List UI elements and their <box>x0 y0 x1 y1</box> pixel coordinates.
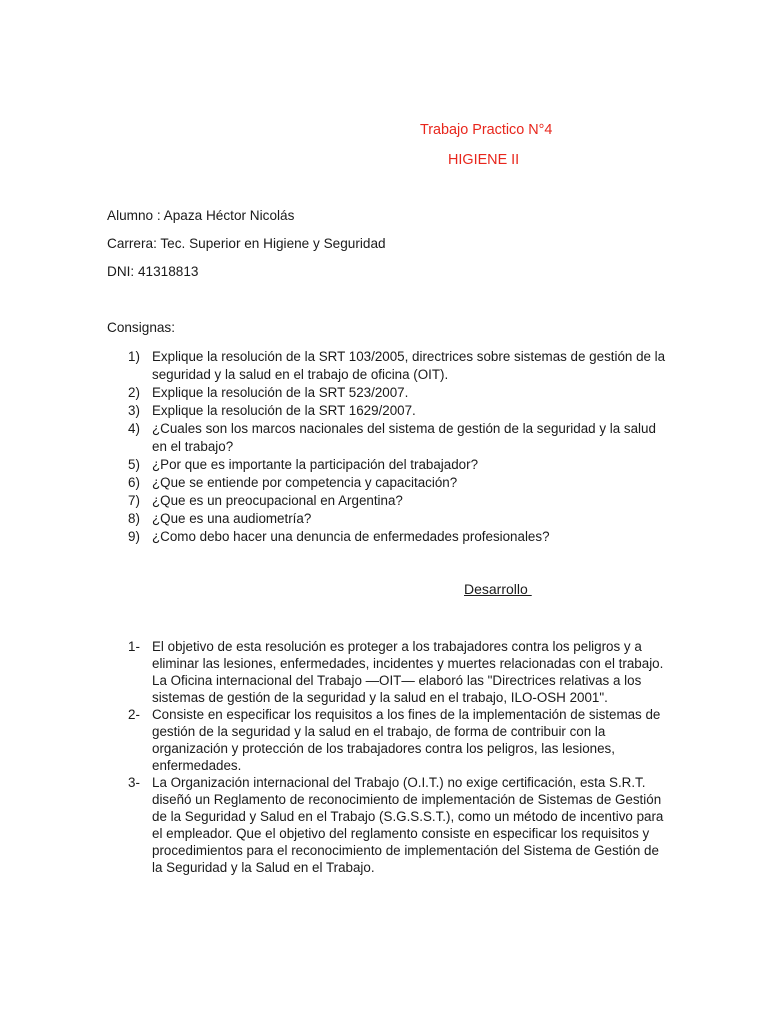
consignas-list <box>107 348 667 546</box>
desarrollo-heading: Desarrollo <box>464 581 532 597</box>
consigna-text: ¿Que es un preocupacional en Argentina? <box>152 493 403 508</box>
desarrollo-number: 2- <box>128 707 140 722</box>
consigna-number: 4) <box>128 421 140 436</box>
consigna-item <box>107 456 667 474</box>
consigna-number: 3) <box>128 403 140 418</box>
desarrollo-text: Consiste en especificar los requisitos a los fines de la implementación de sistemas de gestión de la seguridad y la salud en el trabajo, de forma de contribuir con la organización y protección de los trabajadores contra los peligros, las lesiones, enfermedades. <box>152 707 661 773</box>
consigna-text: Explique la resolución de la SRT 523/2007. <box>152 385 409 400</box>
consigna-number: 7) <box>128 493 140 508</box>
consigna-item <box>107 474 667 492</box>
consigna-item <box>107 492 667 510</box>
document-title: Trabajo Practico N°4 <box>420 122 553 138</box>
consigna-item <box>107 528 667 546</box>
consigna-text: ¿Cuales son los marcos nacionales del sistema de gestión de la seguridad y la salud en el trabajo? <box>152 421 656 454</box>
consigna-number: 2) <box>128 385 140 400</box>
desarrollo-number: 1- <box>128 639 140 654</box>
desarrollo-text: La Organización internacional del Trabajo (O.I.T.) no exige certificación, esta S.R.T. diseñó un Reglamento de reconocimiento de implementación de Sistemas de Gestión de la Seguridad y Salud en el Trabajo (S.G.S.S.T.), como un método de incentivo para el empleador. Que el objetivo del reglamento consiste en especificar los requisitos y procedimientos para el reconocimiento de implementación del Sistema de Gestión de la Seguridad y la Salud en el Trabajo. <box>152 775 664 875</box>
consignas-label: Consignas: <box>107 320 176 335</box>
consigna-number: 1) <box>128 349 140 364</box>
consigna-item <box>107 420 667 456</box>
desarrollo-item <box>128 638 668 706</box>
desarrollo-item <box>128 706 668 774</box>
consigna-text: ¿Que se entiende por competencia y capacitación? <box>152 475 458 490</box>
consigna-text: Explique la resolución de la SRT 103/2005, directrices sobre sistemas de gestión de la seguridad y la salud en el trabajo de oficina (OIT). <box>152 349 666 382</box>
consigna-number: 8) <box>128 511 140 526</box>
consigna-item <box>107 510 667 528</box>
student-name: Alumno : Apaza Héctor Nicolás <box>107 208 295 223</box>
consigna-text: ¿Como debo hacer una denuncia de enfermedades profesionales? <box>152 529 550 544</box>
document-subtitle: HIGIENE II <box>448 152 520 168</box>
consigna-item <box>107 402 667 420</box>
consigna-item <box>107 384 667 402</box>
consigna-number: 9) <box>128 529 140 544</box>
consigna-text: Explique la resolución de la SRT 1629/2007. <box>152 403 416 418</box>
consigna-number: 6) <box>128 475 140 490</box>
consigna-text: ¿Por que es importante la participación del trabajador? <box>152 457 479 472</box>
desarrollo-item <box>128 774 668 876</box>
consigna-number: 5) <box>128 457 140 472</box>
consigna-item <box>107 348 667 384</box>
student-dni: DNI: 41318813 <box>107 264 199 279</box>
student-career: Carrera: Tec. Superior en Higiene y Seguridad <box>107 236 386 251</box>
desarrollo-number: 3- <box>128 775 140 790</box>
consigna-text: ¿Que es una audiometría? <box>152 511 312 526</box>
desarrollo-text: El objetivo de esta resolución es proteger a los trabajadores contra los peligros y a eliminar las lesiones, enfermedades, incidentes y muertes relacionadas con el trabajo. La Oficina internacional del Trabajo —OIT— elaboró las "Directrices relativas a los sistemas de gestión de la seguridad y la salud en el trabajo, ILO-OSH 2001". <box>152 639 664 705</box>
desarrollo-list <box>128 638 668 876</box>
